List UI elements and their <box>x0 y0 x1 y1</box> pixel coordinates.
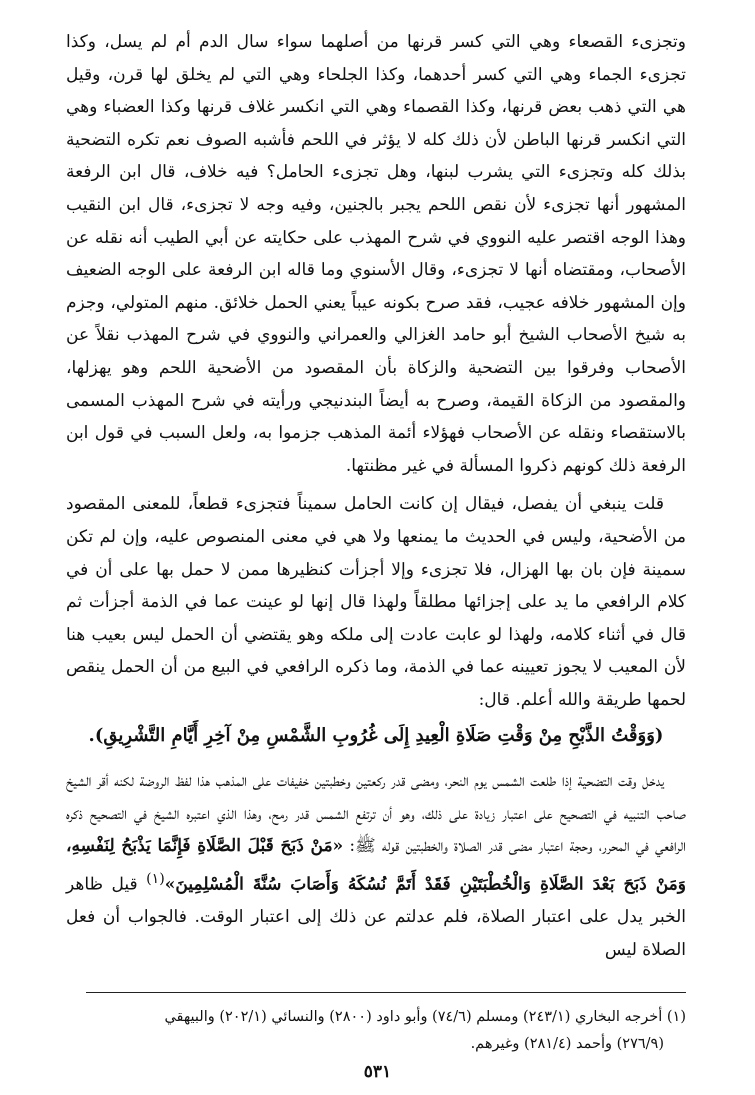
footnote-divider <box>86 992 686 993</box>
footnote <box>66 1004 686 1058</box>
footnote-line-2: (٢٧٦/٩) وأحمد (٢٨١/٤) وغيرهم. <box>470 1036 664 1052</box>
paragraph-1: وتجزىء القصعاء وهي التي كسر قرنها من أصلهما سواء سال الدم أم لم يسل، وكذا تجزىء الجماء وهي التي كسر أحدهما، وكذا الجلحاء وهي التي لم يخلق لها قرن، وقيل هي التي ذهب بعض قرنها، وكذا القصماء وهي التي انكسر غلاف قرنها وكذا العضباء وهي التي انكسر قرنها الباطن لأن ذلك كله لا يؤثر في اللحم فأشبه الصوف نعم تكره التضحية بذلك كله وتجزىء التي يشرب لبنها، وهل تجزىء الحامل؟ فيه خلاف، قال ابن الرفعة المشهور أنها تجزىء لأن نقص اللحم يجبر بالجنين، وفيه وجه لا تجزىء، قال ابن النقيب وهذا الوجه اقتصر عليه النووي في شرح المهذب على حكايته عن أبي الطيب أنه نقله عن الأصحاب، ومقتضاه أنها لا تجزىء، وقال الأسنوي وما قاله ابن الرفعة على الوجه الضعيف وإن المشهور خلافه عجيب، فقد صرح بكونه عيباً يعني الحمل خلائق. منهم المتولي، وجزم به شيخ الأصحاب الشيخ أبو حامد الغزالي والعمراني والنووي في شرح المهذب نقلاً عن الأصحاب وفرقوا بين التضحية والزكاة بأن المقصود من الأضحية اللحم وهو يهزلها، والمقصود من الزكاة القيمة، وصرح به أيضاً البندنيجي ورأيته في شرح المهذب المسمى بالاستقصاء ونقله عن الأصحاب فهؤلاء أئمة المذهب جزموا به، ولعل السبب في قول ابن الرفعة ذلك كونهم ذكروا المسألة في غير مظنتها. <box>66 32 686 476</box>
matn-quote: (وَوَقْتُ الذَّبْحِ مِنْ وَقْتِ صَلَاةِ الْعِيدِ إِلَى غُرُوبِ الشَّمْسِ مِنْ آخِرِ أَيَّامِ التَّشْرِيقِ). <box>88 725 664 747</box>
main-text <box>66 26 686 966</box>
footnote-line-1: (١) أخرجه البخاري (٢٤٣/١) ومسلم (٧٤/٦) وأبو داود (٢٨٠٠) والنسائي (٢٠٢/١) والبيهقي <box>164 1009 686 1025</box>
page-number: ٥٣١ <box>363 1062 392 1082</box>
footnote-marker: (١) <box>146 870 165 887</box>
paragraph-3-rest: قيل ظاهر الخبر يدل على اعتبار الصلاة، فلم عدلتم عن ذلك إلى اعتبار الوقت. فالجواب أن فعل الصلاة ليس <box>66 874 686 960</box>
paragraph-2: قلت ينبغي أن يفصل، فيقال إن كانت الحامل سميناً فتجزىء قطعاً، للمعنى المقصود من الأضحية، وليس في الحديث ما يمنعها ولا هي في معنى المنصوص عليه، وإن لم تكن سمينة فإن بان بها الهزال، فلا تجزىء وإلا أجزأت كنظيرها ممن لا حمل بها على أن في كلام الرافعي ما يد على إجزائها مطلقاً ولهذا قال إنها لو عينت عما في الذمة أجزأت ثم قال في أثناء كلامه، ولهذا لو عابت عادت إلى ملكه وهو يقتضي أن الحمل ليس بعيب هنا لأن المعيب لا يجوز تعيينه عما في الذمة، وما ذكره الرافعي في البيع من أن الحمل ينقص لحمها طريقة والله أعلم. قال: <box>66 494 686 710</box>
hadith-quote: «مَنْ ذَبَحَ قَبْلَ الصَّلَاةِ فَإِنَّمَا يَذْبَحُ لِنَفْسِهِ، وَمَنْ ذَبَحَ بَعْدَ الصَّلَاةِ وَالْخُطْبَتَيْنِ فَقَدْ أَتَمَّ نُسُكَهُ وَأَصَابَ سُنَّةَ الْمُسْلِمِينَ» <box>66 836 686 895</box>
paragraph-3-intro: يدخل وقت التضحية إذا طلعت الشمس يوم النحر، ومضى قدر ركعتين وخطبتين خفيفات على المذهب هذا لفظ الروضة لكنه أقر الشيخ صاحب التنبيه في التصحيح على اعتبار زيادة على ذلك، وهو أن ترتفع الشمس قدر رمح، وهذا الذي اعتبره الشيخ في التصحيح ذكره الرافعي في المحرر، وحجة اعتبار مضى قدر الصلاة والخطبتين قوله ﷺ: <box>66 771 686 857</box>
paragraph-3 <box>66 765 686 966</box>
